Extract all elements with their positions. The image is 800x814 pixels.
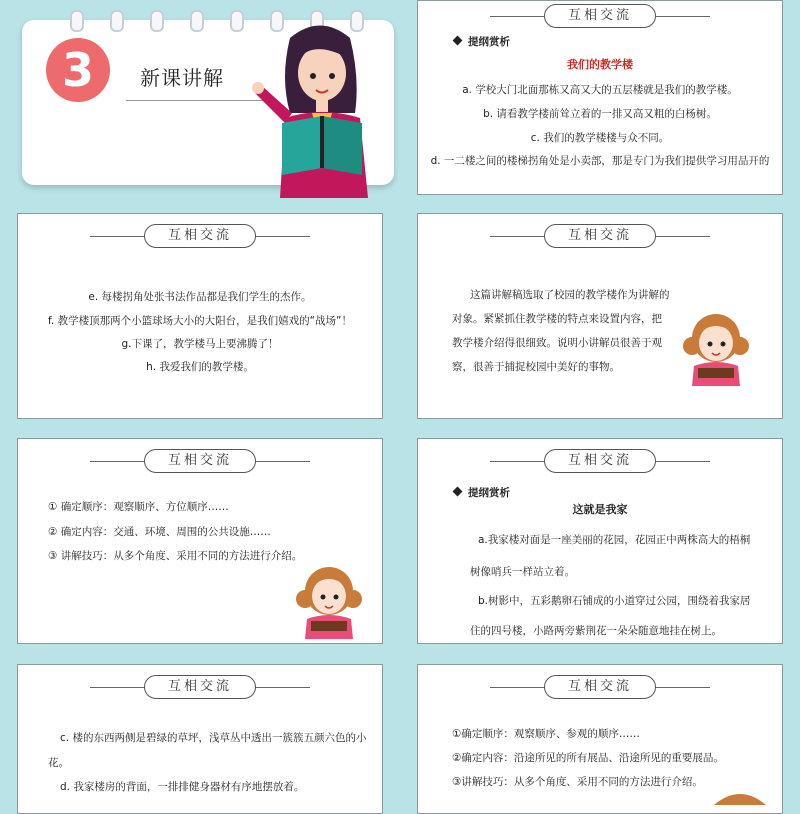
commentary-line: 这篇讲解稿选取了校园的教学楼作为讲解的 [470, 289, 670, 301]
slide-header [418, 675, 782, 701]
slide-header [18, 675, 382, 701]
outline-line: f. 教学楼顶那两个小篮球场大小的大阳台，是我们嬉戏的“战场”！ [48, 315, 352, 327]
header-label: 互相交流 [544, 4, 656, 28]
outline-line: b.树影中，五彩鹅卵石铺成的小道穿过公园，围绕着我家居 [478, 595, 751, 607]
method-item: ① 确定顺序：观察顺序、方位顺序…… [48, 501, 229, 513]
slide-outline-home [417, 438, 783, 644]
commentary-line: 教学楼介绍得很细致。说明小讲解员很善于观 [452, 337, 662, 349]
header-label: 互相交流 [144, 675, 256, 699]
girl-illustration-partial [710, 789, 770, 805]
outline-line: a.我家楼对面是一座美丽的花园，花园正中两株高大的梧桐 [478, 534, 751, 546]
method-item: ①确定顺序：观察顺序、参观的顺序…… [452, 728, 640, 740]
essay-heading: 这就是我家 [572, 503, 628, 516]
slide-header [418, 449, 782, 475]
slide-title: 新课讲解 [140, 66, 224, 90]
outline-line: d. 一二楼之间的楼梯拐角处是小卖部，那是专门为我们提供学习用品开的 [430, 155, 770, 167]
slide-header [418, 4, 782, 30]
header-label: 互相交流 [544, 675, 656, 699]
slide-outline-home-continued [17, 664, 383, 814]
header-label: 互相交流 [144, 224, 256, 248]
header-label: 互相交流 [544, 449, 656, 473]
section-label: 提纲赏析 [454, 486, 510, 500]
essay-heading: 我们的教学楼 [567, 58, 633, 71]
outline-line: b. 请看教学楼前耸立着的一排又高又粗的白杨树。 [483, 108, 717, 120]
section-label: 提纲赏析 [454, 35, 510, 49]
outline-line: 树像哨兵一样站立着。 [470, 566, 575, 578]
outline-line: g.下课了，教学楼马上要沸腾了！ [121, 338, 279, 350]
outline-line: a. 学校大门北面那栋又高又大的五层楼就是我们的教学楼。 [462, 84, 738, 96]
outline-line: 花。 [48, 757, 69, 769]
girl-reading-illustration [680, 306, 752, 386]
slide-methods [17, 438, 383, 644]
outline-line: d. 我家楼房的背面，一排排健身器材有序地摆放着。 [60, 781, 305, 793]
method-item: ③ 讲解技巧：从多个角度、采用不同的方法进行介绍。 [48, 550, 303, 562]
outline-line: h. 我爱我们的教学楼。 [146, 361, 254, 373]
outline-line: 住的四号楼，小路两旁紫荆花一朵朵随意地挂在树上。 [470, 625, 722, 637]
commentary-line: 察，很善于捕捉校园中美好的事物。 [452, 361, 620, 373]
slide-header [418, 224, 782, 250]
header-label: 互相交流 [544, 224, 656, 248]
slide-header [18, 224, 382, 250]
method-item: ②确定内容：沿途所见的所有展品、沿途所见的重要展品。 [452, 752, 724, 764]
outline-line: c. 我们的教学楼楼与众不同。 [530, 132, 670, 144]
teacher-illustration [250, 18, 400, 203]
slide-methods-exhibit [417, 664, 783, 814]
header-label: 互相交流 [144, 449, 256, 473]
outline-line: c. 楼的东西两侧是碧绿的草坪，浅草丛中透出一簇簇五颜六色的小 [60, 732, 367, 744]
outline-line: e. 每楼拐角处张书法作品都是我们学生的杰作。 [88, 291, 312, 303]
method-item: ② 确定内容：交通、环境、周围的公共设施…… [48, 526, 271, 538]
slide-outline-school [417, 0, 783, 195]
diamond-bullet-icon [453, 487, 463, 497]
girl-reading-illustration [293, 559, 365, 639]
commentary-line: 对象。紧紧抓住教学楼的特点来设置内容，把 [452, 313, 662, 325]
section-number: 3 [46, 38, 110, 102]
slide-header [18, 449, 382, 475]
slide-commentary [417, 213, 783, 419]
slide-outline-continued [17, 213, 383, 419]
diamond-bullet-icon [453, 36, 463, 46]
method-item: ③讲解技巧：从多个角度、采用不同的方法进行介绍。 [452, 776, 703, 788]
